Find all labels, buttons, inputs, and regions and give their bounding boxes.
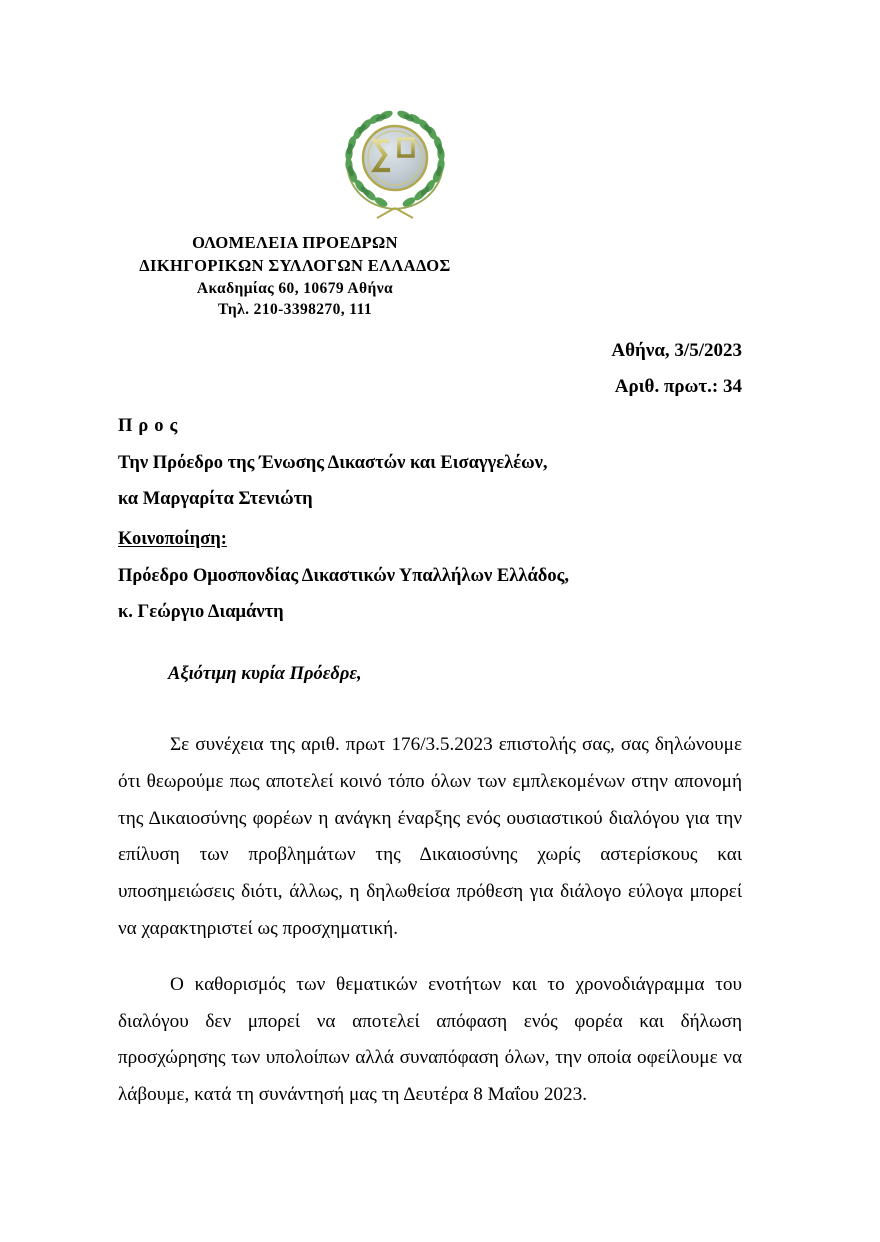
protocol-number: Αριθ. πρωτ.: 34 <box>614 376 742 397</box>
body-paragraph-2: Ο καθορισμός των θεματικών ενοτήτων και το χρονοδιάγραμμα του διαλόγου δεν μπορεί να αποτελεί απόφαση ενός φορέα και δήλωση προσχώρησης των υπολοίπων αλλά συναπόφαση όλων, την οποία οφείλουμε να λάβουμε, κατά τη συνάντησή μας τη Δευτέρα 8 Μαΐου 2023. <box>118 973 742 1106</box>
laurel-wreath-emblem-icon <box>337 108 453 220</box>
addressee-line-2: κα Μαργαρίτα Στενιώτη <box>118 489 313 509</box>
letter-body <box>118 727 742 1114</box>
salutation: Αξιότιμη κυρία Πρόεδρε, <box>168 664 362 684</box>
org-line-1: ΟΛΟΜΕΛΕΙΑ ΠΡΟΕΔΡΩΝ <box>192 233 398 252</box>
letterhead <box>0 108 880 320</box>
org-phone: Τηλ. 210-3398270, 111 <box>217 300 373 318</box>
organization-logo <box>337 108 453 220</box>
place-date: Αθήνα, 3/5/2023 <box>611 340 742 361</box>
addressee-block <box>118 417 758 509</box>
notify-label <box>118 530 758 549</box>
notify-line-2: κ. Γεώργιο Διαμάντη <box>118 602 284 622</box>
notify-label-text: Κοινοποίηση: <box>118 529 227 549</box>
notify-line-1: Πρόεδρο Ομοσπονδίας Δικαστικών Υπαλλήλων Ελλάδος, <box>118 565 570 586</box>
organization-name-block <box>0 232 735 320</box>
date-and-protocol-block <box>611 341 742 396</box>
org-address: Ακαδημίας 60, 10679 Αθήνα <box>196 279 394 297</box>
addressee-label: Προς <box>118 416 184 436</box>
body-paragraph-1: Σε συνέχεια της αριθ. πρωτ 176/3.5.2023 επιστολής σας, σας δηλώνουμε ότι θεωρούμε πως αποτελεί κοινό τόπο όλων των εμπλεκομένων στην απονομή της Δικαιοσύνης φορέων η ανάγκη έναρξης ενός ουσιαστικού διαλόγου για την επίλυση των προβλημάτων της Δικαιοσύνης χωρίς αστερίσκους και υποσημειώσεις διότι, άλλως, η δηλωθείσα πρόθεση για διάλογο εύλογα μπορεί να χαρακτηριστεί ως προσχηματική. <box>118 734 742 939</box>
notify-block <box>118 530 758 622</box>
org-line-2: ΔΙΚΗΓΟΡΙΚΩΝ ΣΥΛΛΟΓΩΝ ΕΛΛΑΔΟΣ <box>139 255 451 275</box>
addressee-line-1: Την Πρόεδρο της Ένωσης Δικαστών και Εισαγγελέων, <box>118 452 548 473</box>
